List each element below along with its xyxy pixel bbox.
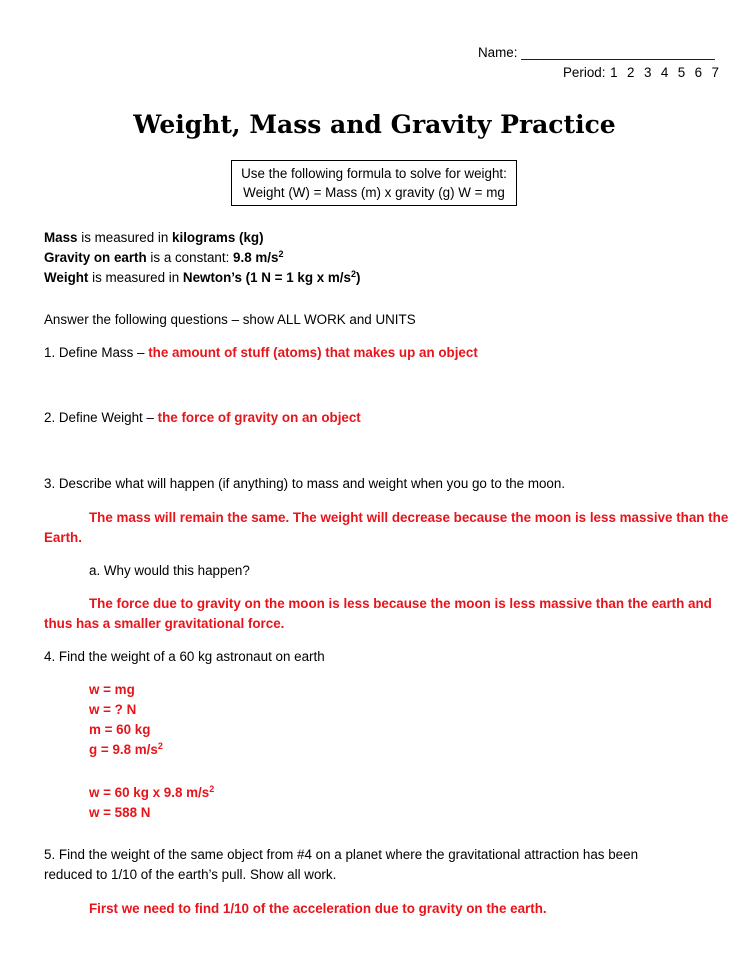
- question-1: [44, 344, 478, 361]
- q5-prompt-line-1: 5. Find the weight of the same object from #4 on a planet where the gravitational attraction has been: [44, 847, 639, 862]
- q4-work-line: [89, 741, 163, 758]
- gravity-value: 9.8 m/s: [233, 250, 279, 265]
- name-blank: __________________________: [521, 45, 715, 60]
- q3a-prompt: a. Why would this happen?: [89, 563, 250, 578]
- q5-answer: First we need to find 1/10 of the acceleration due to gravity on the earth.: [89, 901, 547, 916]
- q4-calc: w = 60 kg x 9.8 m/s: [89, 785, 210, 800]
- formula-line-1: Use the following formula to solve for weight:: [241, 166, 507, 181]
- q2-answer: the force of gravity on an object: [157, 410, 361, 425]
- weight-term: Weight: [44, 270, 89, 285]
- q4-gravity-exponent: 2: [157, 741, 163, 751]
- q2-prompt: 2. Define Weight –: [44, 410, 158, 425]
- q4-calc-line-2: w = 588 N: [89, 805, 151, 820]
- q4-work-line: w = mg: [89, 682, 135, 697]
- weight-exponent: 2: [350, 269, 356, 279]
- page-title: Weight, Mass and Gravity Practice: [133, 110, 616, 139]
- weight-text: is measured in: [88, 270, 183, 285]
- q3a-answer-line-1: The force due to gravity on the moon is less because the moon is less massive than the earth and: [89, 596, 712, 611]
- q1-prompt: 1. Define Mass –: [44, 345, 149, 360]
- q4-prompt: 4. Find the weight of a 60 kg astronaut on earth: [44, 649, 325, 664]
- name-field: [478, 44, 715, 61]
- question-2: [44, 409, 361, 426]
- q3-prompt: 3. Describe what will happen (if anything) to mass and weight when you go to the moon.: [44, 476, 566, 491]
- gravity-text: is a constant:: [146, 250, 234, 265]
- formula-line-2: Weight (W) = Mass (m) x gravity (g) W = mg: [243, 185, 505, 200]
- q3a-answer-line-2: thus has a smaller gravitational force.: [44, 616, 285, 631]
- gravity-term: Gravity on earth: [44, 250, 147, 265]
- q4-work-line: m = 60 kg: [89, 722, 151, 737]
- mass-text: is measured in: [77, 230, 173, 245]
- q4-calc-line-1: [89, 784, 214, 801]
- weight-close: ): [356, 270, 361, 285]
- q4-work-line: w = ? N: [89, 702, 137, 717]
- weight-unit: Newton’s (1 N = 1 kg x m/s: [182, 270, 351, 285]
- fact-gravity: [44, 249, 283, 266]
- mass-term: Mass: [44, 230, 78, 245]
- q4-calc-exponent: 2: [209, 784, 215, 794]
- q3-answer-line-1: The mass will remain the same. The weight will decrease because the moon is less massive than the: [89, 510, 729, 525]
- period-options: 1 2 3 4 5 6 7: [610, 65, 719, 80]
- instructions: Answer the following questions – show ALL WORK and UNITS: [44, 312, 416, 327]
- q1-answer: the amount of stuff (atoms) that makes up an object: [148, 345, 478, 360]
- gravity-exponent: 2: [278, 249, 284, 259]
- q3-answer-line-2: Earth.: [44, 530, 82, 545]
- period-label: Period:: [563, 65, 606, 80]
- fact-mass: [44, 229, 264, 246]
- formula-box: [231, 160, 517, 206]
- period-field: [563, 64, 719, 81]
- mass-unit: kilograms (kg): [172, 230, 264, 245]
- q4-gravity: g = 9.8 m/s: [89, 742, 158, 757]
- q5-prompt-line-2: reduced to 1/10 of the earth’s pull. Show all work.: [44, 867, 337, 882]
- name-label: Name:: [478, 45, 518, 60]
- fact-weight: [44, 269, 360, 286]
